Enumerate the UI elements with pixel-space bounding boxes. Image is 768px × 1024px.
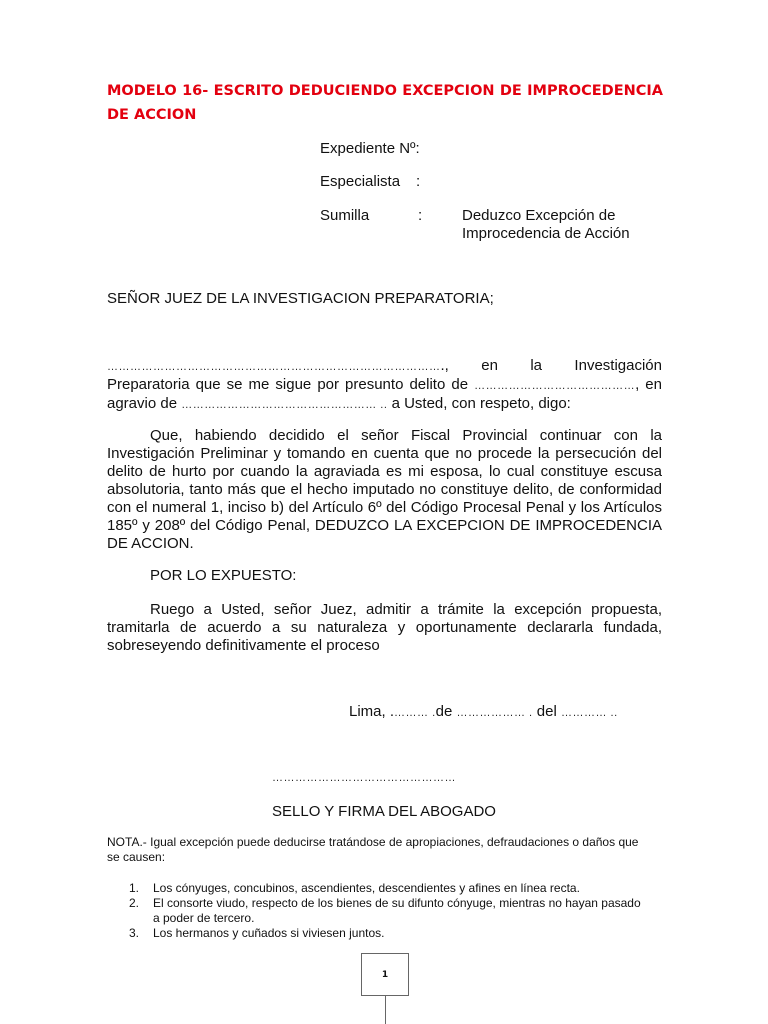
page-number: 1 <box>381 970 389 980</box>
date-lima: Lima, . <box>349 703 395 720</box>
especialista-label: Especialista <box>320 173 401 190</box>
body-paragraph: Que, habiendo decidido el señor Fiscal Provincial continuar con la Investigación Preliminar y tomando en cuenta que no procede la persecución del delito de hurto por cuando la agraviada es mi esposa, lo cual constituye escusa absolutoria, tanto más que el hecho imputado no constituye delito, de conformidad con el numeral 1, inciso b) del Artículo 6º del Código Procesal Penal y los Artículos 185º y 208º del Código Penal, DEDUZCO LA EXCEPCION DE IMPROCEDENCIA DE ACCION. <box>107 427 662 552</box>
intro-text-3: a Usted, con respeto, digo: <box>391 395 571 412</box>
por-lo-expuesto: POR LO EXPUESTO: <box>150 567 297 584</box>
list-item: 1. Los cónyuges, concubinos, ascendientes, descendientes y afines en línea recta. <box>129 881 580 895</box>
nota-paragraph: NOTA.- Igual excepción puede deducirse tratándose de apropiaciones, defraudaciones o daños que se causen: <box>107 835 639 864</box>
blank-name-dots: …………………………………………………………………………… <box>107 361 441 373</box>
signature-dots: ………………………………………… <box>272 772 456 784</box>
sumilla-value-line2: Improcedencia de Acción <box>462 225 630 242</box>
intro-text-1: ., en la Investigación Preparatoria que se me sigue por presunto delito de <box>107 357 662 393</box>
page-number-line <box>385 996 386 1024</box>
list-item: 3. Los hermanos y cuñados si viviesen juntos. <box>129 926 385 940</box>
date-day-dots: ……… . <box>394 707 436 719</box>
exceptions-list <box>107 881 647 941</box>
expediente-label: Expediente Nº: <box>320 140 420 157</box>
date-line <box>349 703 618 722</box>
especialista-colon: : <box>416 173 421 190</box>
sumilla-value-line1: Deduzco Excepción de <box>462 207 616 224</box>
blank-agraviado-dots: …………………………………………… .. <box>181 399 388 411</box>
signature-label: SELLO Y FIRMA DEL ABOGADO <box>272 803 496 820</box>
addressee: SEÑOR JUEZ DE LA INVESTIGACION PREPARATORIA; <box>107 290 494 307</box>
intro-text-2: , en agravio de <box>107 376 662 412</box>
date-de: de <box>435 703 453 720</box>
blank-delito-dots: …………………………………… <box>474 380 636 392</box>
intro-paragraph <box>107 357 662 414</box>
list-item: 2. El consorte viudo, respecto de los bienes de su difunto cónyuge, mientras no hayan pasado a poder de tercero. <box>129 896 641 925</box>
document-title: MODELO 16- ESCRITO DEDUCIENDO EXCEPCION DE IMPROCEDENCIA DE ACCION <box>107 83 663 123</box>
page-number-box <box>361 953 409 996</box>
sumilla-label: Sumilla <box>320 207 370 224</box>
date-month-dots: ……………… . <box>456 707 533 719</box>
request-paragraph: Ruego a Usted, señor Juez, admitir a trámite la excepción propuesta, tramitarla de acuerdo a su naturaleza y oportunamente declararla fundada, sobreseyendo definitivamente el proceso <box>107 601 662 654</box>
date-year-dots: ………… .. <box>561 707 618 719</box>
sumilla-colon: : <box>418 207 423 224</box>
date-del: del <box>536 703 557 720</box>
